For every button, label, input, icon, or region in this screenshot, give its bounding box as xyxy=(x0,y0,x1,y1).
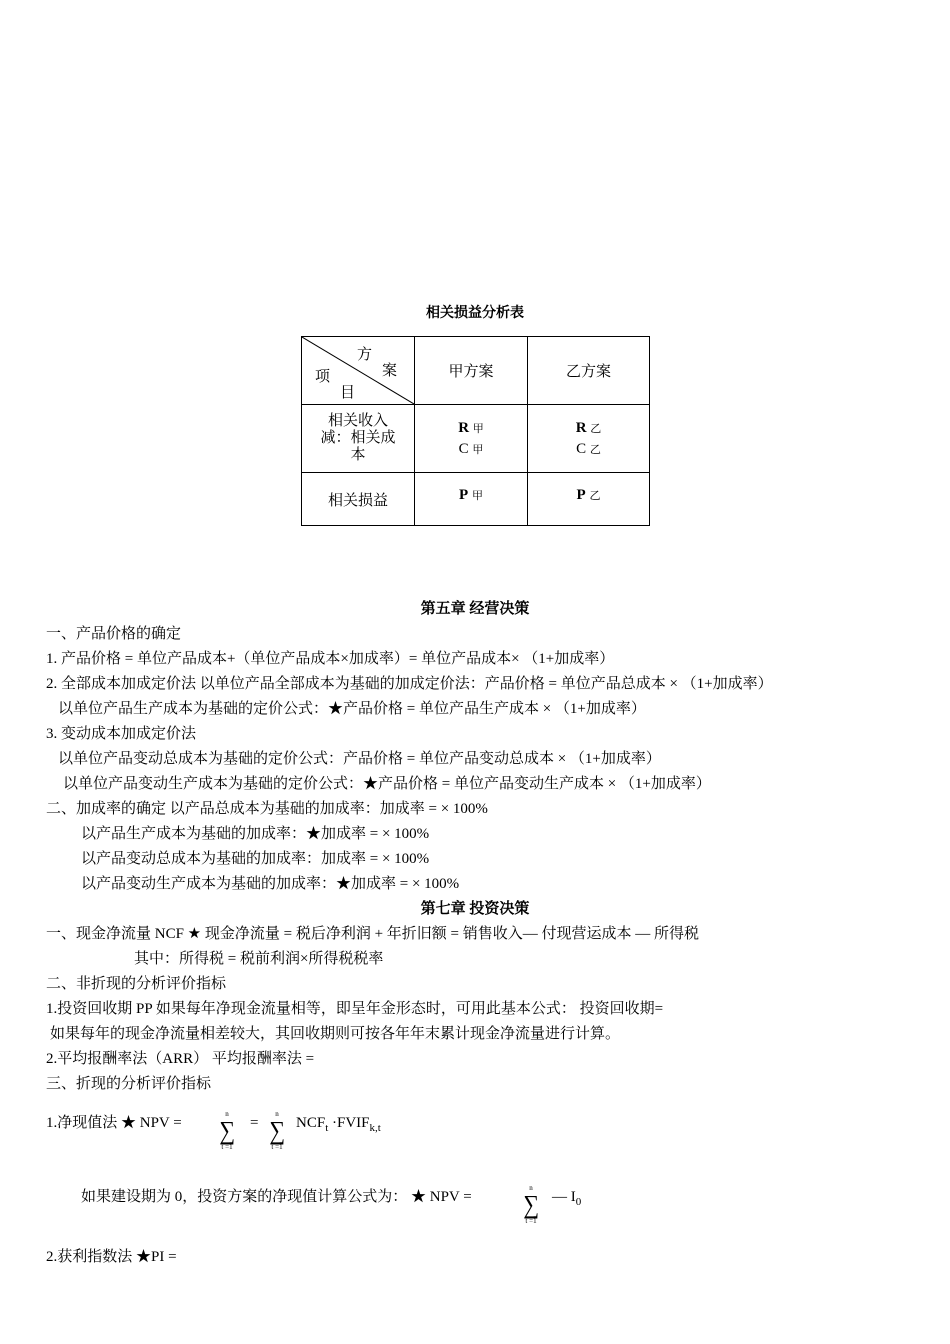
ch7-line-2: 其中：所得税 = 税前利润×所得税税率 xyxy=(134,951,384,967)
table-title: 相关损益分析表 xyxy=(426,305,524,321)
ch5-line-9: 以产品生产成本为基础的加成率：★加成率 = × 100% xyxy=(81,826,430,842)
cell-b-rc xyxy=(528,405,650,473)
summation-symbol-1: n ∑ t =1 xyxy=(219,1110,236,1151)
c-a-sub: 甲 xyxy=(472,443,484,456)
ch7-line-5: 如果每年的现金净流量相差较大，其回收期则可按各年年末累计现金净流量进行计算。 xyxy=(50,1026,621,1042)
ch7-line-1: 一、现金净流量 NCF ★ 现金净流量 = 税后净利润 + 年折旧额 = 销售收入— 付现营运成本 — 所得税 xyxy=(46,926,700,942)
ch5-line-10: 以产品变动总成本为基础的加成率：加成率 = × 100% xyxy=(81,851,430,867)
pi-label: 2.获利指数法 ★PI = xyxy=(46,1249,177,1265)
ch5-line-6: 以单位产品变动总成本为基础的定价公式：产品价格 = 单位产品变动总成本 × （1+加成率） xyxy=(58,751,661,767)
c-b-sub: 乙 xyxy=(589,443,601,456)
diag-label-top2: 案 xyxy=(382,363,398,379)
sigma-3-upper: n xyxy=(529,1184,533,1192)
r-b-symbol: R xyxy=(575,420,587,437)
col-header-a: 甲方案 xyxy=(415,337,528,405)
c-a-symbol: C xyxy=(458,440,469,457)
r-a-sub: 甲 xyxy=(472,423,484,436)
chapter5-title: 第五章 经营决策 xyxy=(420,601,530,617)
row-label-revenue-cost: 相关收入 减：相关成本 xyxy=(302,405,415,473)
npv-term xyxy=(296,1114,381,1135)
col-header-b: 乙方案 xyxy=(528,337,650,405)
ch7-line-3: 二、非折现的分析评价指标 xyxy=(46,976,227,992)
analysis-table xyxy=(301,336,650,526)
cell-a-profit xyxy=(415,473,528,526)
cell-b-profit xyxy=(528,473,650,526)
i-sub: 0 xyxy=(575,1196,582,1208)
sigma-2-upper: n xyxy=(275,1110,279,1118)
ch5-line-4: 以单位产品生产成本为基础的定价公式：★产品价格 = 单位产品生产成本 × （1+加成率） xyxy=(58,701,646,717)
ch5-line-5: 3. 变动成本加成定价法 xyxy=(46,726,197,742)
chapter7-title: 第七章 投资决策 xyxy=(420,901,530,917)
fvif-sub: k,t xyxy=(369,1122,381,1134)
diag-label-bottom2: 目 xyxy=(340,385,356,401)
p-b-sub: 乙 xyxy=(589,490,601,502)
summation-symbol-2: n ∑ t =1 xyxy=(269,1110,286,1151)
sigma-1-lower: t =1 xyxy=(221,1143,233,1151)
npv-equals: = xyxy=(250,1115,259,1131)
p-b-symbol: P xyxy=(576,487,586,503)
ch7-line-7: 三、折现的分析评价指标 xyxy=(46,1076,212,1092)
fvif-symbol: ·FVIF xyxy=(328,1115,370,1131)
ch5-line-3: 2. 全部成本加成定价法 以单位产品全部成本为基础的加成定价法：产品价格 = 单位产品总成本 × （1+加成率） xyxy=(46,676,773,692)
diag-label-top1: 方 xyxy=(357,347,373,363)
sigma-1-upper: n xyxy=(225,1110,229,1118)
sigma-2-lower: t =1 xyxy=(271,1143,283,1151)
ch5-line-7: 以单位产品变动生产成本为基础的定价公式：★产品价格 = 单位产品变动生产成本 × （1+加成率） xyxy=(63,776,711,792)
r-b-sub: 乙 xyxy=(590,423,602,436)
c-b-symbol: C xyxy=(576,440,587,457)
p-a-sub: 甲 xyxy=(471,490,483,502)
ch5-line-8: 二、加成率的确定 以产品总成本为基础的加成率：加成率 = × 100% xyxy=(46,801,488,817)
ch5-line-1: 一、产品价格的确定 xyxy=(46,626,182,642)
minus-i0 xyxy=(552,1188,581,1209)
ncf-sub: t xyxy=(325,1122,329,1134)
diagonal-header-cell xyxy=(302,337,415,405)
r-a-symbol: R xyxy=(458,420,470,437)
diag-label-bottom1: 项 xyxy=(315,369,331,385)
ch5-line-11: 以产品变动生产成本为基础的加成率：★加成率 = × 100% xyxy=(81,876,460,892)
ch5-line-2: 1. 产品价格 = 单位产品成本+（单位产品成本×加成率）= 单位产品成本× （1+加成率） xyxy=(46,651,615,667)
cell-a-rc xyxy=(415,405,528,473)
row-label-profit: 相关损益 xyxy=(302,473,415,526)
ch7-line-6: 2.平均报酬率法（ARR） 平均报酬率法 = xyxy=(46,1051,315,1067)
summation-symbol-3: n ∑ t =1 xyxy=(523,1184,540,1225)
ncf-symbol: NCF xyxy=(296,1115,326,1131)
npv-label: 1.净现值法 ★ NPV = xyxy=(46,1115,182,1131)
npv-zero-label: 如果建设期为 0，投资方案的净现值计算公式为： ★ NPV = xyxy=(81,1189,472,1205)
minus-i-symbol: — I xyxy=(552,1189,576,1205)
p-a-symbol: P xyxy=(459,487,469,503)
ch7-line-4: 1.投资回收期 PP 如果每年净现金流量相等，即呈年金形态时，可用此基本公式： 投资回收期= xyxy=(46,1001,664,1017)
sigma-3-lower: t =1 xyxy=(525,1217,537,1225)
